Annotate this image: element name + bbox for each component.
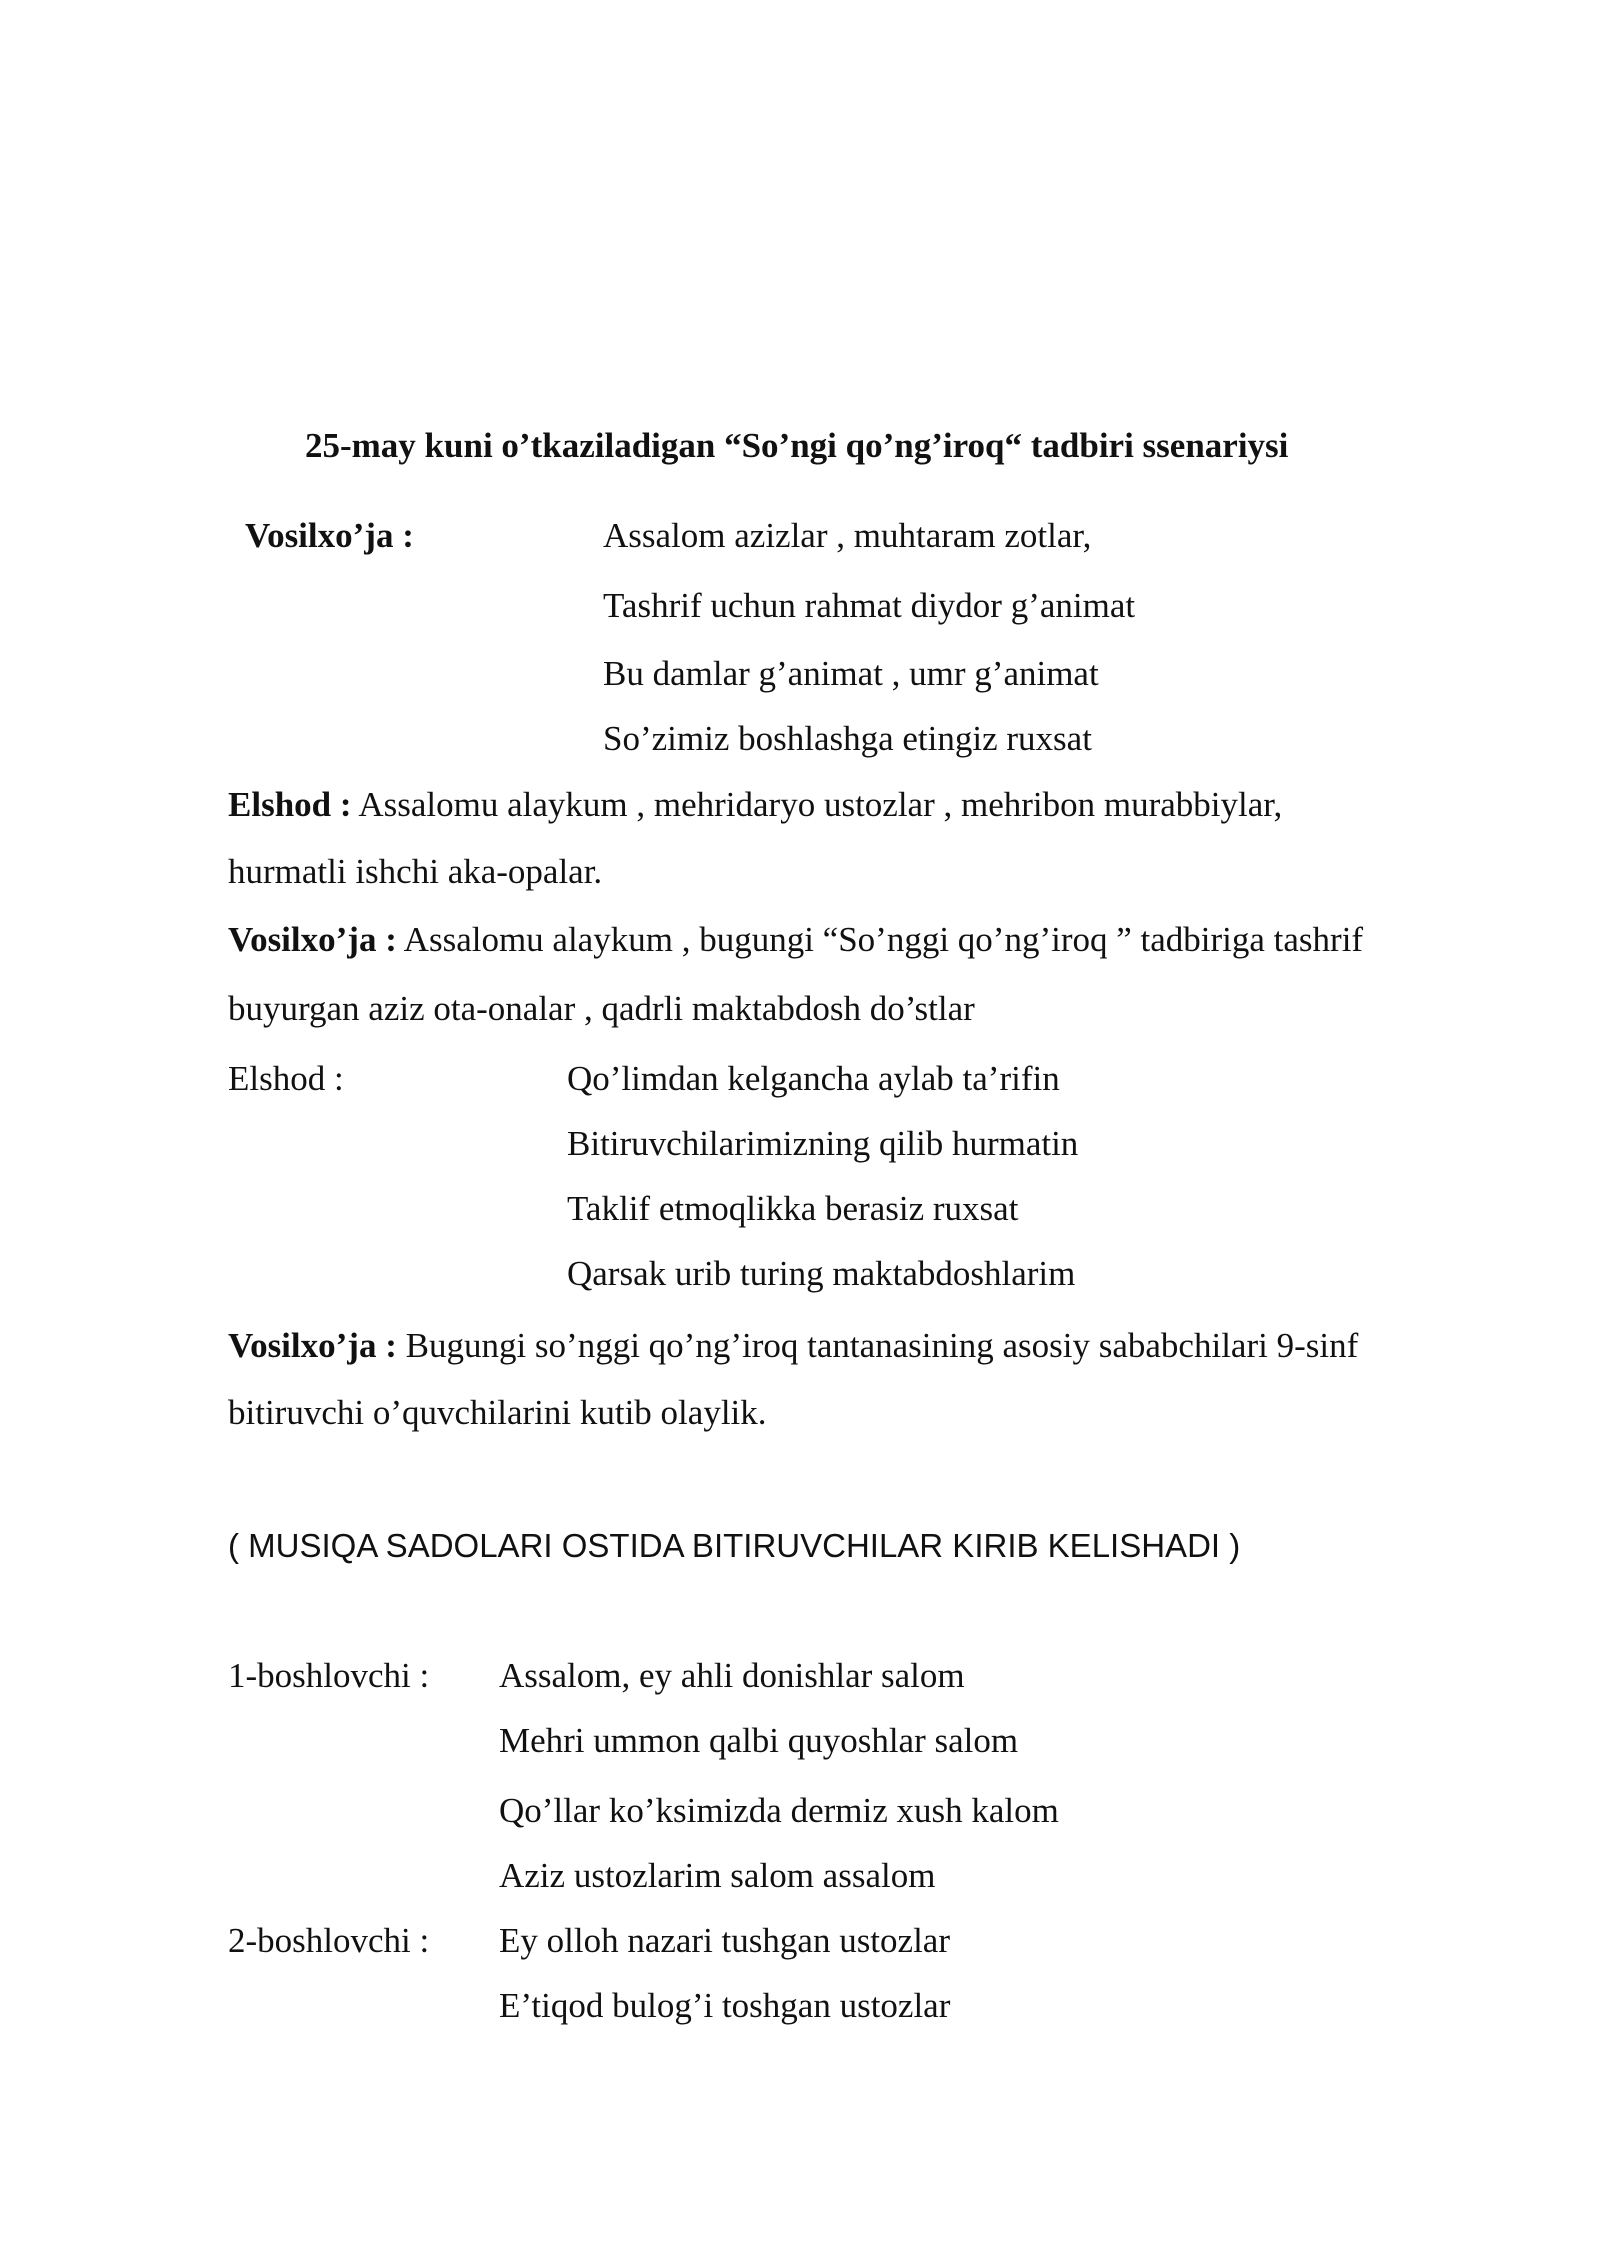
dialogue-text: hurmatli ishchi aka-opalar.	[228, 852, 603, 891]
verse-line: Bitiruvchilarimizning qilib hurmatin	[567, 1124, 1079, 1163]
speaker-label: Vosilxo’ja :	[228, 920, 397, 959]
dialogue-text: buyurgan aziz ota-onalar , qadrli maktabdosh do’stlar	[228, 989, 975, 1028]
verse-line: Tashrif uchun rahmat diydor g’animat	[603, 586, 1136, 625]
dialogue-paragraph	[228, 783, 1282, 827]
verse-line: Qarsak urib turing maktabdoshlarim	[567, 1254, 1076, 1293]
verse-line: Assalom, ey ahli donishlar salom	[499, 1656, 965, 1695]
stage-direction: ( MUSIQA SADOLARI OSTIDA BITIRUVCHILAR KIRIB KELISHADI )	[228, 1527, 1241, 1564]
verse-line: E’tiqod bulog’i toshgan ustozlar	[499, 1986, 951, 2025]
verse-line: Assalom azizlar , muhtaram zotlar,	[603, 516, 1092, 555]
speaker-label: Elshod :	[228, 1059, 344, 1098]
dialogue-text: Bugungi so’nggi qo’ng’iroq tantanasining asosiy sababchilari 9-sinf	[396, 1326, 1359, 1365]
speaker-label: 2-boshlovchi :	[228, 1921, 430, 1960]
speaker-label: Vosilxo’ja :	[228, 1326, 397, 1365]
document-title: 25-may kuni o’tkaziladigan “So’ngi qo’ng’iroq“ tadbiri ssenariysi	[305, 426, 1289, 465]
dialogue-text: Assalomu alaykum , bugungi “So’nggi qo’ng’iroq ” tadbiriga tashrif	[396, 920, 1364, 959]
speaker-label: Vosilxo’ja :	[245, 516, 414, 555]
speaker-label: Elshod :	[228, 785, 352, 824]
verse-line: Qo’llar ko’ksimizda dermiz xush kalom	[499, 1791, 1059, 1830]
verse-line: Taklif etmoqlikka berasiz ruxsat	[567, 1189, 1019, 1228]
dialogue-text: bitiruvchi o’quvchilarini kutib olaylik.	[228, 1393, 767, 1432]
dialogue-text: Assalomu alaykum , mehridaryo ustozlar , mehribon murabbiylar,	[351, 785, 1283, 824]
speaker-label: 1-boshlovchi :	[228, 1656, 430, 1695]
verse-line: Qo’limdan kelgancha aylab ta’rifin	[567, 1059, 1060, 1098]
verse-line: Bu damlar g’animat , umr g’animat	[603, 654, 1099, 693]
verse-line: Aziz ustozlarim salom assalom	[499, 1856, 936, 1895]
verse-line: So’zimiz boshlashga etingiz ruxsat	[603, 719, 1092, 758]
dialogue-paragraph	[228, 918, 1363, 962]
verse-line: Ey olloh nazari tushgan ustozlar	[499, 1921, 950, 1960]
dialogue-paragraph	[228, 1324, 1358, 1368]
verse-line: Mehri ummon qalbi quyoshlar salom	[499, 1721, 1019, 1760]
